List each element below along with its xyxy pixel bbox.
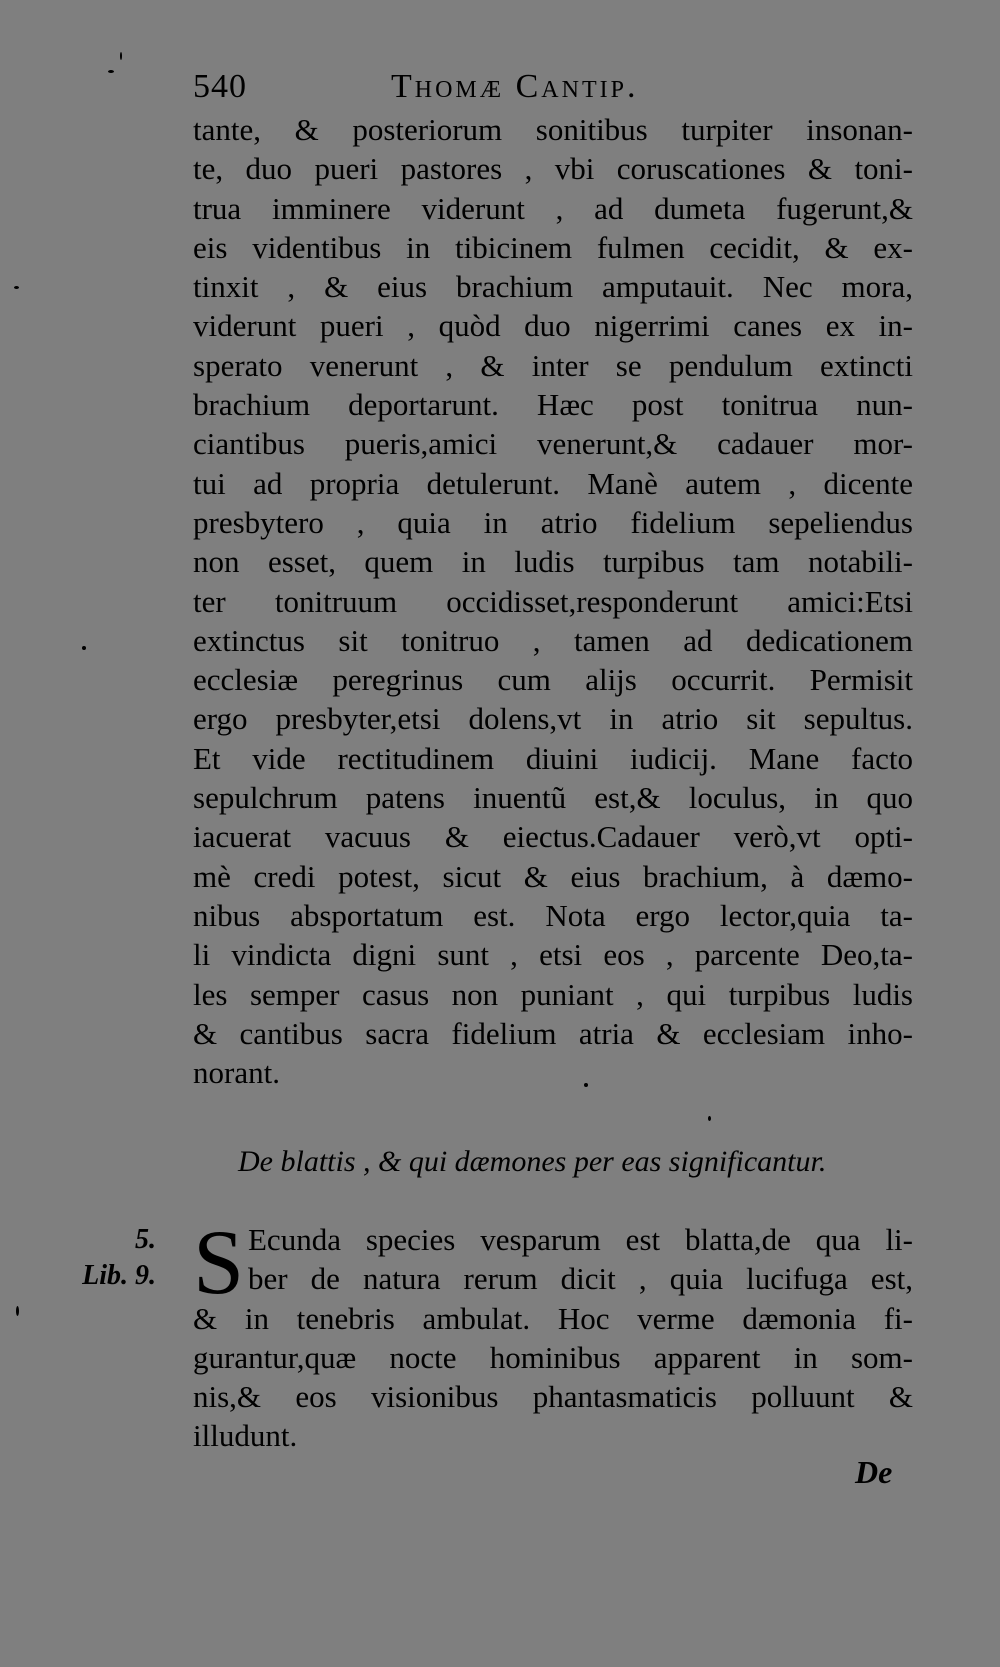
text-line: extinctus sit tonitruo , tamen ad dedicationem [193, 622, 913, 658]
scan-speck [584, 1083, 588, 1087]
scan-speck [120, 52, 122, 60]
text-line: ciantibus pueris,amici venerunt,& cadauer mor- [193, 426, 913, 462]
text-line: ergo presbyter,etsi dolens,vt in atrio sit sepultus. [193, 701, 913, 737]
section-2-text [193, 1211, 913, 1456]
text-line: brachium deportarunt. Hæc post tonitrua nun- [193, 387, 913, 423]
text-line: te, duo pueri pastores , vbi coruscationes & toni- [193, 151, 913, 187]
text-line: Et vide rectitudinem diuini iudicij. Mane facto [193, 740, 913, 776]
page-header [193, 64, 913, 110]
text-line: li vindicta digni sunt , etsi eos , parcente Deo,ta- [193, 937, 913, 973]
scan-speck [108, 70, 114, 73]
text-line: les semper casus non puniant , qui turpibus ludis [193, 976, 913, 1012]
text-line: tinxit , & eius brachium amputauit. Nec mora, [193, 269, 913, 305]
text-line: sperato venerunt , & inter se pendulum extincti [193, 347, 913, 383]
catchword: De [855, 1454, 893, 1490]
section-title: De blattis , & qui dæmones per eas significantur. [238, 1145, 827, 1178]
scan-speck [16, 1306, 19, 1316]
text-line: mè credi potest, sicut & eius brachium, à dæmo- [193, 858, 913, 894]
text-line: nis,& eos visionibus phantasmaticis polluunt & [193, 1379, 913, 1415]
margin-note [46, 1222, 156, 1294]
scan-speck [82, 646, 86, 650]
text-line: illudunt. [193, 1418, 298, 1454]
text-line: ecclesiæ peregrinus cum alijs occurrit. Permisit [193, 662, 913, 698]
text-line: tante, & posteriorum sonitibus turpiter insonan- [193, 112, 913, 147]
text-line: non esset, quem in ludis turpibus tam notabili- [193, 544, 913, 580]
text-line: sepulchrum patens inuentũ est,& loculus, in quo [193, 780, 913, 816]
margin-note-reference: Lib. 9. [82, 1260, 156, 1291]
scan-speck [14, 286, 19, 289]
text-line: Ecunda species vesparum est blatta,de qua li- [248, 1222, 913, 1257]
text-line: gurantur,quæ nocte hominibus apparent in som- [193, 1339, 913, 1375]
text-line: & in tenebris ambulat. Hoc verme dæmonia fi- [193, 1300, 913, 1336]
scan-speck [708, 1116, 711, 1121]
section-1-text [193, 110, 913, 1092]
text-line: trua imminere viderunt , ad dumeta fugerunt,& [193, 190, 913, 226]
text-line: & cantibus sacra fidelium atria & ecclesiam inho- [193, 1015, 913, 1051]
text-line: norant. [193, 1055, 280, 1091]
text-line: viderunt pueri , quòd duo nigerrimi canes ex in- [193, 308, 913, 344]
text-line: iacuerat vacuus & eiectus.Cadauer verò,vt opti- [193, 819, 913, 855]
text-line: ber de natura rerum dicit , quia lucifuga est, [248, 1261, 913, 1297]
drop-cap: S [193, 1211, 245, 1313]
margin-note-number: 5. [135, 1224, 156, 1255]
text-line: eis videntibus in tibicinem fulmen cecidit, & ex- [193, 229, 913, 265]
text-line: ter tonitruum occidisset,responderunt amici:Etsi [193, 583, 913, 619]
text-line: tui ad propria detulerunt. Manè autem , dicente [193, 465, 913, 501]
text-line: presbytero , quia in atrio fidelium sepeliendus [193, 504, 913, 540]
running-head: Thomæ Cantip. [391, 68, 639, 105]
text-line: nibus absportatum est. Nota ergo lector,quia ta- [193, 897, 913, 933]
page-number: 540 [193, 68, 247, 105]
